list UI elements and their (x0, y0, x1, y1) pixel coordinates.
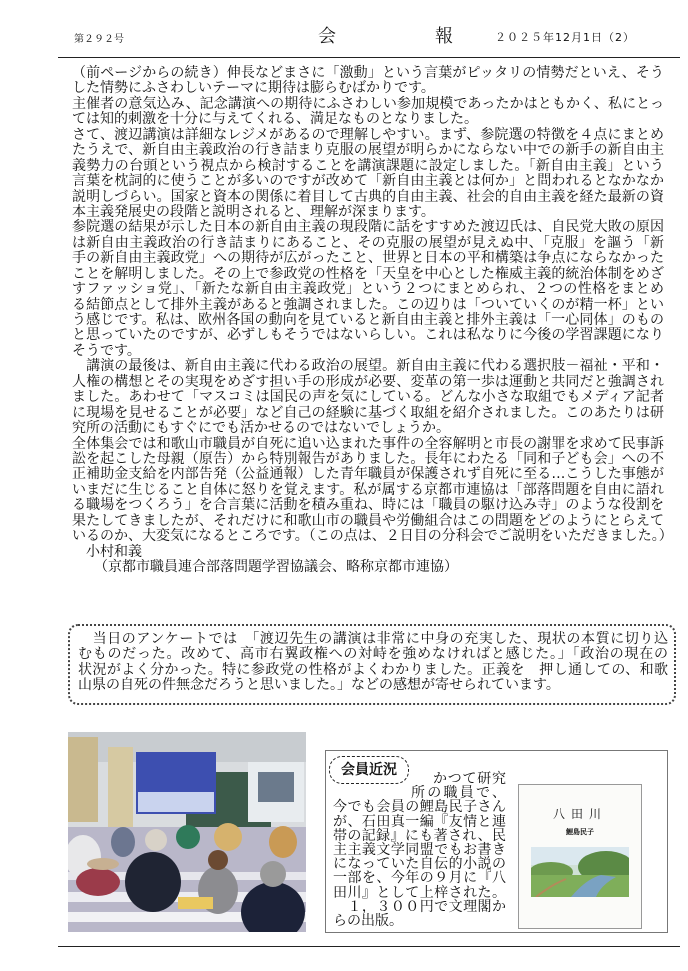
article-paragraph (72, 128, 664, 221)
article-line: いるのか、大変気になるところです。（この点は、２日目の分科会でご説明をいただきました。） (72, 528, 673, 545)
member-news-line: 所の職員で、 (411, 785, 506, 802)
issue-number: 第２９２号 (74, 34, 124, 45)
article-paragraph (72, 97, 664, 128)
article-line: 参院選の結果が示した日本の新自由主義の現段階に話をすすめた渡辺氏は、自民党大敗の原因 (72, 219, 664, 236)
article-line: 説明しづらい。国家と資本の関係に着目して古典的自由主義、社会的自由主義を経た最新の資 (72, 188, 664, 205)
footer-divider (58, 946, 680, 947)
article-body (72, 65, 673, 575)
article-line: 義勢力の台頭という視点から検討することを講演課題に設定しました。「新自由主義」という (72, 157, 664, 174)
notice-line: 山県の自死の件無念だろうと思いました。」などの感想が寄せられています。 (78, 677, 560, 694)
member-news-line: らの出版。 (333, 913, 403, 930)
article-paragraph (72, 66, 664, 97)
article-line: さて、渡辺講演は詳細なレジメがあるので理解しやすい。まず、参院選の特徴を４点にまとめ (72, 126, 664, 143)
article-line: すファッショ党」、「新たな新自由主義政党」という２つにまとめられ、２つの性格をまとめ (72, 281, 664, 298)
member-news-line: が、石田真一編『友情と連 (333, 813, 506, 830)
article-line: した情勢にふさわしいテーマに期待は膨らむばかりです。 (72, 80, 435, 97)
article-line: いまだに生じること自体に怒りを覚えます。私が属する京都市連協は「部落問題を自由に語れ (72, 481, 664, 498)
article-line: う感じです。私は、欧州各国の動向を見ていると新自由主義と排外主義は「一心同体」のもの (72, 312, 664, 328)
article-line: ことを解明しました。その上で参政党の性格を「天皇を中心とした権威主義的統治体制をめざ (72, 265, 664, 282)
article-line: 訟を起こした母親（原告）から特別報告がありました。長年にわたる「同和子ども会」への不 (72, 450, 664, 467)
member-news-line: 帯の記録』にも著され、民 (333, 827, 506, 844)
article-line: （前ページからの続き）伸長などまさに「激動」という言葉がピッタリの情勢だといえ、そう (72, 65, 664, 81)
member-news-line: 主主義文学同盟でもお書き (333, 842, 506, 859)
article-paragraph (72, 359, 664, 436)
article-line: に現場を見せることが必要」など自己の経験に基づく取組を紹介されました。このあたりは研 (72, 404, 664, 421)
notice-line: 当日のアンケートでは 「渡辺先生の講演は非常に中身の充実した、現状の本質に切り込 (78, 631, 668, 647)
member-news-box (325, 750, 668, 933)
article-line: ました。あわせて「マスコミは国民の声を気にしている。どんな小さな取組でもメディア記者 (72, 389, 664, 406)
member-news-line: 一部を、今年の９月に『八 (333, 870, 506, 887)
book-cover-landscape (531, 847, 629, 897)
article-line: 手の新自由主義政党」への期待が広がったこと、世界と日本の平和構築は争点にならなかった (72, 250, 664, 267)
member-news-line: 今でも会員の鯉島民子さん (333, 799, 506, 816)
article-line: 講演の最後は、新自由主義に代わる政治の展望。新自由主義に代わる選択肢－福祉・平和・ (72, 358, 664, 375)
article-paragraph (72, 220, 664, 359)
article-line: たうえで、新自由主義政治の行き詰まり克服の展望が明らかにならない中での新手の新自由主 (72, 142, 664, 159)
article-line: は新自由主義政治の行き詰まりにあること、その克服の展望が見えぬ中、「克服」を謳う「新 (72, 234, 664, 251)
article-line: 主催者の意気込み、記念講演への期待にふさわしい参加規模であったかはともかく、私にとっ (72, 95, 664, 112)
article-author: 小村和義 (86, 543, 142, 560)
member-news-line: 田川』として上梓された。 (333, 884, 506, 901)
member-news-text (333, 772, 506, 928)
article-paragraph (72, 435, 673, 545)
article-line: そうです。 (72, 342, 141, 359)
article-line: 究所の活動にもすぐにでも活かせるのではないでしょうか。 (72, 420, 450, 437)
notice-line: 状況がよく分かった。特に参政党の性格がよくわかりました。正義を 押し通しての、和歌 (78, 661, 668, 678)
header-divider (58, 57, 680, 58)
member-news-line: １，３００円で文理閣か (333, 898, 506, 915)
article-line: 果たしてきましたが、それだけに和歌山市の職員や労働組合はこの問題をどのようにとらえて (72, 512, 664, 529)
book-title: 八田川 (552, 807, 607, 821)
survey-notice-box (68, 624, 676, 705)
book-cover-image (518, 784, 642, 929)
article-line: る結節点として排外主義があると強調されました。この辺りは「ついていくのが精一杯」とい (72, 296, 664, 313)
member-news-line: になっていた自伝的小説の (333, 856, 506, 873)
article-line: と思っていたのですが、必ずしもそうではないらしい。これは私なりに今後の学習課題になり (72, 327, 664, 344)
article-line: ては知的刺激を十分に与えてくれる、満足なものとなりました。 (72, 111, 478, 128)
article-line: 言葉を枕詞的に使うことが多いのですが改めて「新自由主義とは何か」と問われるとなかなか (72, 173, 664, 190)
issue-date: ２０２５年12月1日（2） (495, 31, 635, 44)
book-author: 鯉島民子 (566, 827, 594, 836)
notice-line: むものだった。改めて、高市右翼政権への対峙を強めなければと感じた。」「政治の現在の (78, 646, 668, 663)
author-affiliation: （京都市職員連合部落問題学習協議会、略称京都市連協） (94, 559, 458, 575)
article-line: 全体集会では和歌山市職員が自死に追い込まれた事件の全容解明と市長の謝罪を求めて民事訴 (72, 435, 664, 452)
newsletter-title-2: 報 (435, 26, 453, 47)
member-news-line: かつて研究 (433, 771, 506, 787)
newsletter-title-1: 会 (318, 26, 336, 47)
member-news-badge: 会員近況 (329, 756, 409, 784)
article-line: る職場をつくろう」を合言葉に活動を積み重ね、時には「職員の駆け込み寺」のような役割を (72, 497, 664, 514)
article-line: 人権の構想とその実現をめざす担い手の形成が必要、変革の第一歩は運動と共同だと強調され (72, 373, 664, 390)
article-line: 本主義発展史の段階と説明されると、理解が深まります。 (72, 203, 435, 220)
article-line: 正補助金支給を内部告発（公益通報）した青年職員が保護されず自死に至る…こうした事態が (72, 466, 664, 483)
lecture-hall-photo (68, 732, 306, 932)
